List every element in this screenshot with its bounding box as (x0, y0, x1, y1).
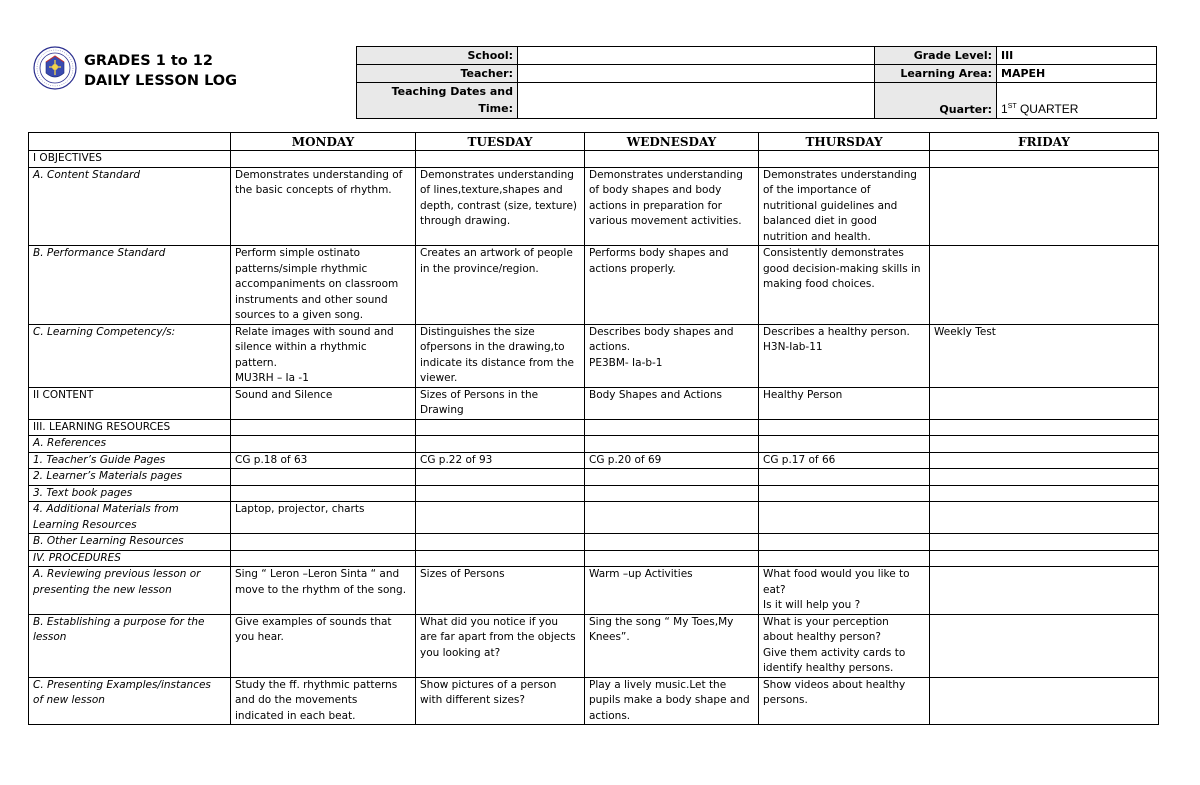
row-label: A. References (29, 436, 231, 453)
cell-monday[interactable] (231, 534, 416, 551)
cell-tuesday[interactable] (416, 485, 585, 502)
cell-friday[interactable] (930, 387, 1159, 419)
cell-wednesday[interactable] (585, 502, 759, 534)
school-field[interactable] (518, 47, 875, 65)
day-header-tuesday: TUESDAY (416, 133, 585, 151)
cell-thursday[interactable]: Show videos about healthy persons. (759, 677, 930, 725)
cell-wednesday[interactable] (585, 151, 759, 168)
table-row (29, 387, 1159, 419)
cell-wednesday[interactable]: Demonstrates understanding of body shapes and body actions in preparation for various movement activities. (585, 167, 759, 246)
table-row (29, 452, 1159, 469)
corner-cell (29, 133, 231, 151)
cell-monday[interactable]: Sound and Silence (231, 387, 416, 419)
cell-thursday[interactable] (759, 436, 930, 453)
table-row (29, 567, 1159, 615)
day-header-wednesday: WEDNESDAY (585, 133, 759, 151)
cell-wednesday[interactable] (585, 550, 759, 567)
grade-level-label: Grade Level: (875, 47, 997, 65)
cell-monday[interactable]: Demonstrates understanding of the basic concepts of rhythm. (231, 167, 416, 246)
school-label: School: (357, 47, 518, 65)
day-header-row (29, 133, 1159, 151)
cell-wednesday[interactable]: CG p.20 of 69 (585, 452, 759, 469)
cell-wednesday[interactable] (585, 469, 759, 486)
cell-wednesday[interactable]: Performs body shapes and actions properly. (585, 246, 759, 325)
cell-friday[interactable] (930, 534, 1159, 551)
cell-friday[interactable] (930, 167, 1159, 246)
table-row (29, 151, 1159, 168)
cell-friday[interactable] (930, 151, 1159, 168)
cell-tuesday[interactable]: What did you notice if you are far apart from the objects you looking at? (416, 614, 585, 677)
cell-thursday[interactable]: Describes a healthy person. H3N-Iab-11 (759, 324, 930, 387)
teacher-label: Teacher: (357, 65, 518, 83)
cell-tuesday[interactable]: Show pictures of a person with different sizes? (416, 677, 585, 725)
quarter-suffix: ST (1007, 103, 1017, 110)
quarter-number: 1 (1001, 102, 1008, 116)
row-label: 4. Additional Materials from Learning Resources (29, 502, 231, 534)
row-label: B. Establishing a purpose for the lesson (29, 614, 231, 677)
row-label: II CONTENT (29, 387, 231, 419)
cell-wednesday[interactable] (585, 485, 759, 502)
day-header-friday: FRIDAY (930, 133, 1159, 151)
teaching-dates-field[interactable] (518, 83, 875, 119)
table-row (29, 324, 1159, 387)
cell-friday[interactable] (930, 452, 1159, 469)
cell-monday[interactable] (231, 436, 416, 453)
table-row (29, 436, 1159, 453)
cell-tuesday[interactable]: Creates an artwork of people in the province/region. (416, 246, 585, 325)
cell-friday[interactable]: Weekly Test (930, 324, 1159, 387)
cell-monday[interactable]: Relate images with sound and silence within a rhythmic pattern. MU3RH – Ia -1 (231, 324, 416, 387)
cell-thursday[interactable] (759, 151, 930, 168)
title-grades: GRADES 1 to 12 (84, 53, 213, 69)
cell-tuesday[interactable] (416, 550, 585, 567)
cell-monday[interactable]: Laptop, projector, charts (231, 502, 416, 534)
cell-thursday[interactable] (759, 485, 930, 502)
cell-tuesday[interactable] (416, 502, 585, 534)
cell-thursday[interactable]: What is your perception about healthy person? Give them activity cards to identify healthy persons. (759, 614, 930, 677)
cell-tuesday[interactable] (416, 436, 585, 453)
day-header-monday: MONDAY (231, 133, 416, 151)
cell-monday[interactable]: Give examples of sounds that you hear. (231, 614, 416, 677)
cell-tuesday[interactable]: Sizes of Persons in the Drawing (416, 387, 585, 419)
header-info-table (356, 46, 1157, 119)
cell-monday[interactable] (231, 469, 416, 486)
row-label: 1. Teacher’s Guide Pages (29, 452, 231, 469)
cell-friday[interactable] (930, 246, 1159, 325)
table-row (29, 534, 1159, 551)
cell-thursday[interactable] (759, 534, 930, 551)
cell-friday[interactable] (930, 469, 1159, 486)
table-row (29, 502, 1159, 534)
row-label: B. Other Learning Resources (29, 534, 231, 551)
cell-friday[interactable] (930, 677, 1159, 725)
cell-thursday[interactable] (759, 550, 930, 567)
cell-monday[interactable]: Perform simple ostinato patterns/simple rhythmic accompaniments on classroom instruments and other sound sources to a given song. (231, 246, 416, 325)
document-title (84, 51, 237, 91)
table-row (29, 550, 1159, 567)
cell-thursday[interactable]: Demonstrates understanding of the importance of nutritional guidelines and balanced diet in good nutrition and health. (759, 167, 930, 246)
cell-tuesday[interactable] (416, 151, 585, 168)
grade-level-field[interactable]: III (997, 47, 1157, 65)
table-row (29, 677, 1159, 725)
cell-monday[interactable] (231, 419, 416, 436)
day-header-thursday: THURSDAY (759, 133, 930, 151)
cell-friday[interactable] (930, 419, 1159, 436)
cell-wednesday[interactable]: Describes body shapes and actions. PE3BM- Ia-b-1 (585, 324, 759, 387)
row-label: A. Content Standard (29, 167, 231, 246)
cell-thursday[interactable]: Healthy Person (759, 387, 930, 419)
lesson-log-table (28, 132, 1159, 725)
row-label: 2. Learner’s Materials pages (29, 469, 231, 486)
row-label: B. Performance Standard (29, 246, 231, 325)
cell-tuesday[interactable]: Sizes of Persons (416, 567, 585, 615)
cell-monday[interactable] (231, 485, 416, 502)
cell-tuesday[interactable]: Distinguishes the size ofpersons in the drawing,to indicate its distance from the viewer. (416, 324, 585, 387)
cell-wednesday[interactable]: Body Shapes and Actions (585, 387, 759, 419)
row-label: 3. Text book pages (29, 485, 231, 502)
cell-monday[interactable] (231, 151, 416, 168)
learning-area-field[interactable]: MAPEH (997, 65, 1157, 83)
cell-monday[interactable] (231, 550, 416, 567)
teaching-dates-label-line2: Time: (478, 102, 513, 115)
table-row (29, 419, 1159, 436)
cell-tuesday[interactable] (416, 419, 585, 436)
cell-monday[interactable]: Study the ff. rhythmic patterns and do the movements indicated in each beat. (231, 677, 416, 725)
cell-friday[interactable] (930, 485, 1159, 502)
cell-friday[interactable] (930, 614, 1159, 677)
cell-wednesday[interactable]: Sing the song “ My Toes,My Knees”. (585, 614, 759, 677)
quarter-text: QUARTER (1016, 102, 1079, 116)
cell-tuesday[interactable] (416, 469, 585, 486)
cell-thursday[interactable] (759, 469, 930, 486)
table-row (29, 614, 1159, 677)
cell-tuesday[interactable]: CG p.22 of 93 (416, 452, 585, 469)
cell-wednesday[interactable] (585, 419, 759, 436)
row-label: C. Presenting Examples/instances of new lesson (29, 677, 231, 725)
cell-thursday[interactable] (759, 419, 930, 436)
table-row (29, 485, 1159, 502)
cell-friday[interactable] (930, 550, 1159, 567)
row-label: I OBJECTIVES (29, 151, 231, 168)
cell-wednesday[interactable]: Play a lively music.Let the pupils make a body shape and actions. (585, 677, 759, 725)
table-row (29, 469, 1159, 486)
cell-friday[interactable] (930, 502, 1159, 534)
table-row (29, 246, 1159, 325)
cell-wednesday[interactable]: Warm –up Activities (585, 567, 759, 615)
cell-thursday[interactable]: CG p.17 of 66 (759, 452, 930, 469)
cell-friday[interactable] (930, 567, 1159, 615)
cell-thursday[interactable]: Consistently demonstrates good decision-making skills in making food choices. (759, 246, 930, 325)
cell-monday[interactable]: Sing “ Leron –Leron Sinta “ and move to the rhythm of the song. (231, 567, 416, 615)
title-daily-lesson-log: DAILY LESSON LOG (84, 73, 238, 89)
row-label: A. Reviewing previous lesson or presenting the new lesson (29, 567, 231, 615)
teaching-dates-label-line1: Teaching Dates and (391, 85, 513, 98)
quarter-label: Quarter: (875, 83, 997, 119)
deped-seal-logo (33, 46, 77, 90)
table-row (29, 167, 1159, 246)
cell-wednesday[interactable] (585, 436, 759, 453)
cell-thursday[interactable]: What food would you like to eat? Is it will help you ? (759, 567, 930, 615)
teaching-dates-label (357, 83, 518, 119)
cell-tuesday[interactable] (416, 534, 585, 551)
quarter-field[interactable] (997, 83, 1157, 119)
row-label: C. Learning Competency/s: (29, 324, 231, 387)
cell-friday[interactable] (930, 436, 1159, 453)
cell-thursday[interactable] (759, 502, 930, 534)
teacher-field[interactable] (518, 65, 875, 83)
cell-wednesday[interactable] (585, 534, 759, 551)
cell-tuesday[interactable]: Demonstrates understanding of lines,texture,shapes and depth, contrast (size, texture) through drawing. (416, 167, 585, 246)
row-label: IV. PROCEDURES (29, 550, 231, 567)
cell-monday[interactable]: CG p.18 of 63 (231, 452, 416, 469)
learning-area-label: Learning Area: (875, 65, 997, 83)
row-label: III. LEARNING RESOURCES (29, 419, 231, 436)
